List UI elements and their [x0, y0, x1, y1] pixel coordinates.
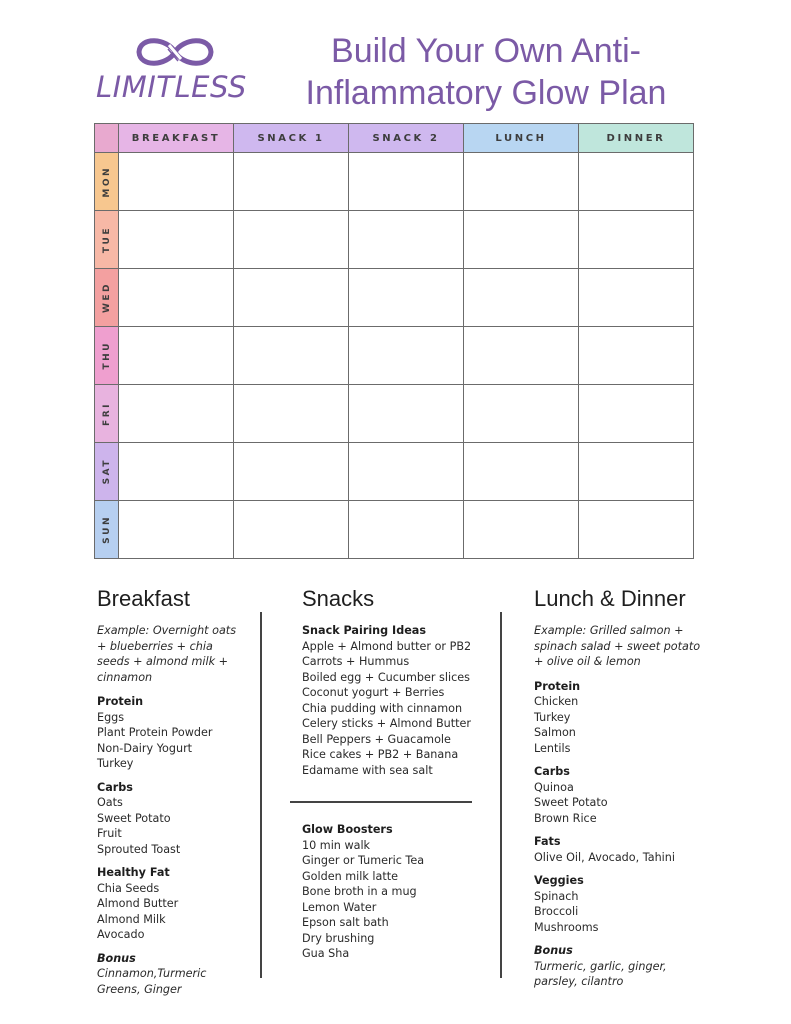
list-item: Boiled egg + Cucumber slices: [302, 670, 470, 684]
list-item: 10 min walk: [302, 838, 371, 852]
list-item: Quinoa: [534, 780, 574, 794]
day-label: MON: [101, 165, 112, 198]
lunch-veggies-list: [534, 889, 704, 936]
list-item: Sweet Potato: [534, 796, 608, 809]
meal-cell[interactable]: [464, 385, 579, 443]
meal-cell[interactable]: [119, 327, 234, 385]
meal-cell[interactable]: [349, 153, 464, 211]
list-item: Apple + Almond butter or PB2: [302, 639, 472, 653]
meal-cell[interactable]: [579, 501, 694, 559]
day-label: SAT: [101, 458, 112, 485]
list-item: Coconut yogurt + Berries: [302, 686, 445, 699]
list-item: Fruit: [97, 827, 122, 840]
day-label-cell: [95, 153, 119, 211]
breakfast-fat-list: [97, 881, 247, 943]
column-divider: [500, 612, 502, 978]
meal-cell[interactable]: [234, 501, 349, 559]
list-item: Broccoli: [534, 905, 579, 918]
meal-cell[interactable]: [234, 153, 349, 211]
day-label-cell: [95, 327, 119, 385]
lunch-protein-list: [534, 694, 704, 756]
day-label-cell: [95, 211, 119, 269]
meal-cell[interactable]: [234, 443, 349, 501]
brand-logo: [96, 28, 256, 108]
page-title: Build Your Own Anti-Inflammatory Glow Plan: [305, 32, 667, 112]
snack-pairing-list: [302, 639, 492, 779]
lunch-veggies-heading: Veggies: [534, 874, 584, 887]
breakfast-protein-list: [97, 710, 247, 772]
meal-cell[interactable]: [349, 385, 464, 443]
lunch-bonus-heading: Bonus: [534, 944, 573, 957]
day-label: FRI: [101, 401, 112, 426]
meal-cell[interactable]: [464, 327, 579, 385]
day-label-cell: [95, 269, 119, 327]
list-item: Chia pudding with cinnamon: [302, 701, 463, 715]
meal-cell[interactable]: [579, 269, 694, 327]
meal-cell[interactable]: [579, 211, 694, 269]
breakfast-heading: Breakfast: [97, 586, 190, 611]
meal-cell[interactable]: [579, 153, 694, 211]
meal-cell[interactable]: [464, 269, 579, 327]
list-item: Golden milk latte: [302, 869, 399, 883]
list-item: Almond Milk: [97, 912, 166, 926]
glow-boosters-section: [302, 822, 492, 970]
day-label-cell: [95, 443, 119, 501]
meal-cell[interactable]: [234, 269, 349, 327]
meal-cell[interactable]: [349, 443, 464, 501]
breakfast-section: [97, 586, 247, 997]
list-item: Olive Oil, Avocado, Tahini: [534, 850, 675, 864]
meal-cell[interactable]: [464, 153, 579, 211]
list-item: Epson salt bath: [302, 916, 389, 929]
breakfast-bonus-text: Cinnamon,Turmeric Greens, Ginger: [97, 967, 207, 996]
lunch-bonus-text: Turmeric, garlic, ginger, parsley, cilantro: [534, 959, 667, 988]
grid-header-row: [95, 124, 694, 153]
meal-cell[interactable]: [464, 211, 579, 269]
day-row-fri: [95, 385, 694, 443]
meal-cell[interactable]: [119, 153, 234, 211]
meal-cell[interactable]: [119, 385, 234, 443]
glow-boosters-heading: Glow Boosters: [302, 823, 393, 836]
column-header-snack-2: SNACK 2: [349, 124, 464, 153]
list-item: Non-Dairy Yogurt: [97, 741, 193, 755]
list-item: Lentils: [534, 741, 571, 755]
column-header-dinner: DINNER: [579, 124, 694, 153]
breakfast-example: Example: Overnight oats + blueberries + chia seeds + almond milk + cinnamon: [97, 624, 237, 684]
lunch-dinner-example: Example: Grilled salmon + spinach salad + sweet potato + olive oil & lemon: [534, 624, 701, 668]
breakfast-protein-heading: Protein: [97, 695, 144, 708]
meal-cell[interactable]: [119, 211, 234, 269]
infinity-icon: [134, 32, 216, 72]
column-header-snack-1: SNACK 1: [234, 124, 349, 153]
breakfast-bonus-heading: Bonus: [97, 951, 136, 965]
list-item: Oats: [97, 796, 123, 809]
list-item: Chicken: [534, 695, 579, 708]
list-item: Sweet Potato: [97, 811, 171, 825]
meal-cell[interactable]: [234, 327, 349, 385]
list-item: Ginger or Tumeric Tea: [302, 854, 425, 867]
lunch-fats-list: [534, 850, 704, 866]
meal-cell[interactable]: [119, 443, 234, 501]
meal-cell[interactable]: [464, 501, 579, 559]
list-item: Turkey: [534, 710, 571, 724]
list-item: Chia Seeds: [97, 881, 160, 895]
breakfast-fat-heading: Healthy Fat: [97, 866, 170, 879]
meal-cell[interactable]: [119, 501, 234, 559]
meal-cell[interactable]: [464, 443, 579, 501]
lunch-dinner-heading: Lunch & Dinner: [534, 586, 686, 611]
meal-cell[interactable]: [349, 269, 464, 327]
glow-boosters-list: [302, 838, 492, 962]
lunch-carbs-list: [534, 780, 704, 827]
day-label-cell: [95, 385, 119, 443]
list-item: Bell Peppers + Guacamole: [302, 732, 451, 746]
list-item: Lemon Water: [302, 900, 377, 914]
meal-cell[interactable]: [349, 501, 464, 559]
meal-cell[interactable]: [234, 385, 349, 443]
meal-cell[interactable]: [579, 327, 694, 385]
day-row-mon: [95, 153, 694, 211]
day-label: TUE: [101, 225, 112, 254]
day-label-cell: [95, 501, 119, 559]
list-item: Eggs: [97, 710, 125, 724]
snacks-heading: Snacks: [302, 586, 375, 611]
day-row-sat: [95, 443, 694, 501]
list-item: Turkey: [97, 757, 134, 770]
day-label: WED: [101, 281, 112, 314]
lunch-fats-heading: Fats: [534, 835, 561, 848]
snack-pairing-heading: Snack Pairing Ideas: [302, 624, 427, 637]
list-item: Gua Sha: [302, 947, 350, 960]
meal-cell[interactable]: [579, 385, 694, 443]
breakfast-carbs-heading: Carbs: [97, 780, 133, 794]
day-row-thu: [95, 327, 694, 385]
meal-cell[interactable]: [349, 211, 464, 269]
column-header-lunch: LUNCH: [464, 124, 579, 153]
list-item: Brown Rice: [534, 811, 597, 825]
meal-planner-grid: [94, 123, 694, 559]
list-item: Mushrooms: [534, 920, 599, 934]
list-item: Avocado: [97, 928, 145, 941]
meal-cell[interactable]: [349, 327, 464, 385]
day-label: SUN: [101, 515, 112, 544]
list-item: Edamame with sea salt: [302, 763, 433, 777]
grid-corner: [95, 124, 119, 153]
meal-cell[interactable]: [119, 269, 234, 327]
snacks-section: [302, 586, 492, 786]
list-item: Sprouted Toast: [97, 842, 181, 856]
lunch-protein-heading: Protein: [534, 679, 581, 693]
list-item: Plant Protein Powder: [97, 726, 213, 739]
day-row-wed: [95, 269, 694, 327]
section-divider: [290, 801, 472, 803]
list-item: Spinach: [534, 889, 579, 903]
meal-cell[interactable]: [579, 443, 694, 501]
list-item: Almond Butter: [97, 897, 179, 910]
list-item: Bone broth in a mug: [302, 885, 417, 898]
list-item: Dry brushing: [302, 931, 375, 945]
list-item: Carrots + Hummus: [302, 655, 410, 668]
breakfast-carbs-list: [97, 795, 247, 857]
column-divider: [260, 612, 262, 978]
day-row-sun: [95, 501, 694, 559]
list-item: Rice cakes + PB2 + Banana: [302, 748, 459, 761]
list-item: Celery sticks + Almond Butter: [302, 717, 472, 730]
lunch-carbs-heading: Carbs: [534, 765, 570, 778]
meal-cell[interactable]: [234, 211, 349, 269]
list-item: Salmon: [534, 726, 576, 739]
day-label: THU: [101, 341, 112, 370]
logo-text: LIMITLESS: [96, 70, 247, 104]
column-header-breakfast: BREAKFAST: [119, 124, 234, 153]
lunch-dinner-section: [534, 586, 704, 990]
day-row-tue: [95, 211, 694, 269]
